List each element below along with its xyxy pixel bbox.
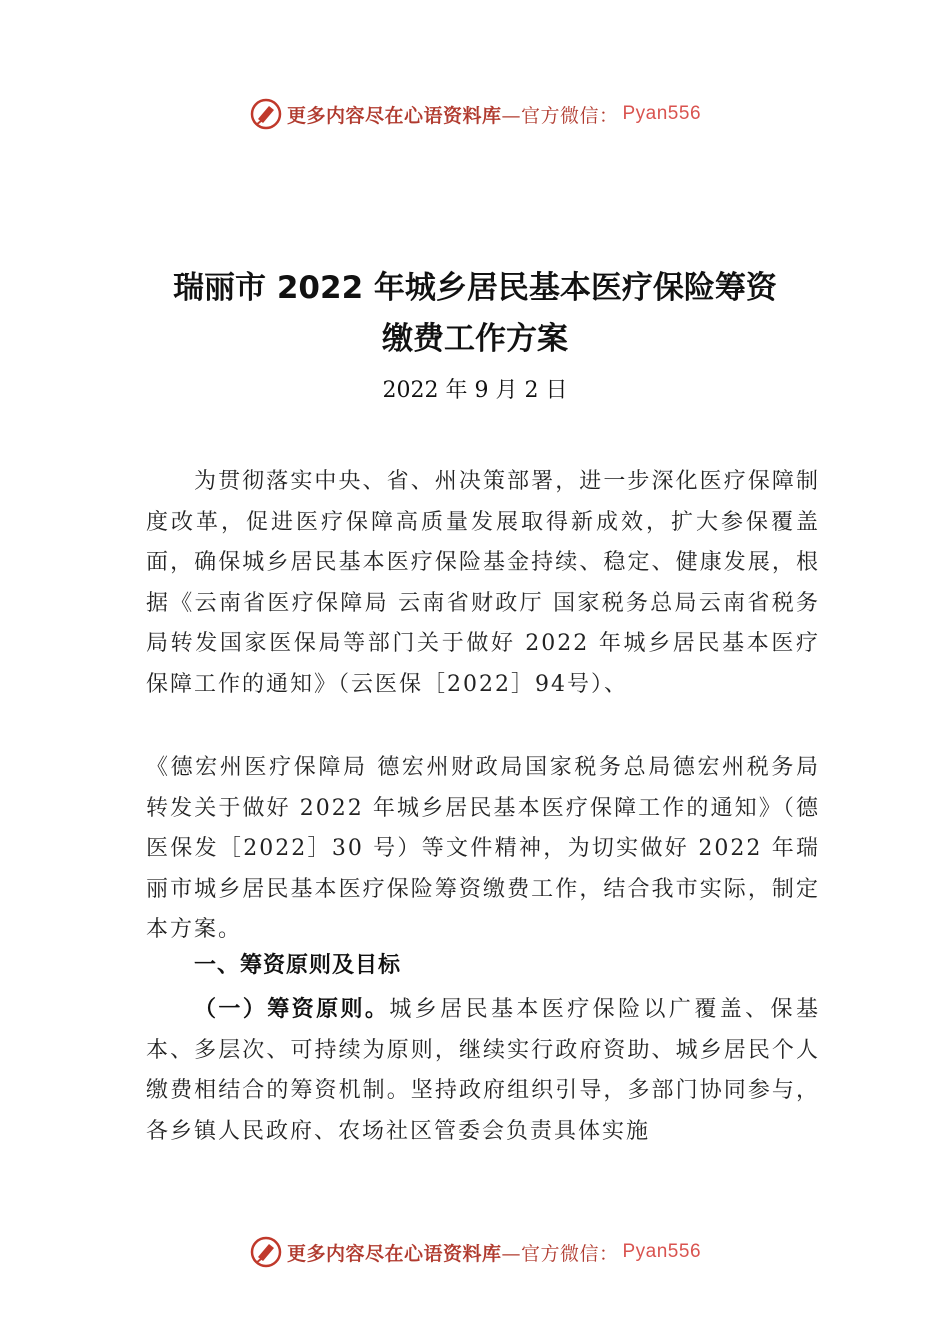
body-paragraph-2 xyxy=(146,748,820,951)
subsection-text: 城乡居民基本医疗保险以广覆盖、保基本、多层次、可持续为原则，继续实行政府资助、城乡居民个人缴费相结合的筹资机制。坚持政府组织引导，多部门协同参与，各乡镇人民政府、农场社区管委会负责具体实施 xyxy=(146,997,820,1144)
watermark-banner-bottom xyxy=(0,1232,950,1272)
watermark-logo-icon xyxy=(249,97,283,131)
watermark-text-main: 更多内容尽在心语资料库 xyxy=(286,1242,502,1265)
subsection-lead: （一）筹资原则。 xyxy=(194,997,390,1022)
watermark-text-wechat: —官方微信： xyxy=(501,104,619,127)
document-title-line1: 瑞丽市 2022 年城乡居民基本医疗保险筹资 xyxy=(173,270,777,306)
watermark-text-id: Pyan556 xyxy=(622,1241,702,1262)
paragraph-text: 为贯彻落实中央、省、州决策部署，进一步深化医疗保障制度改革，促进医疗保障高质量发展取得新成效，扩大参保覆盖面，确保城乡居民基本医疗保险基金持续、稳定、健康发展，根据《云南省医疗保障局 云南省财政厅 国家税务总局云南省税务局转发国家医保局等部门关于做好 2022 年城乡居民基本医疗保障工作的通知》（云医保［2022］94号）、 xyxy=(146,469,820,697)
watermark-text-main: 更多内容尽在心语资料库 xyxy=(286,104,502,127)
watermark-text-wechat: —官方微信： xyxy=(501,1242,619,1265)
paragraph-text: 《德宏州医疗保障局 德宏州财政局国家税务总局德宏州税务局转发关于做好 2022 年城乡居民基本医疗保障工作的通知》（德医保发［2022］30 号）等文件精神，为切实做好 2022 年瑞丽市城乡居民基本医疗保险筹资缴费工作，结合我市实际，制定本方案。 xyxy=(146,755,820,942)
watermark-logo-icon xyxy=(249,1235,283,1269)
section-heading-1: 一、筹资原则及目标 xyxy=(194,953,402,978)
body-paragraph-3 xyxy=(146,990,820,1152)
paragraph-text xyxy=(146,990,820,1152)
body-paragraph-1 xyxy=(146,462,820,705)
watermark-banner-top xyxy=(0,94,950,134)
document-title-line2: 缴费工作方案 xyxy=(382,321,568,357)
watermark-text-id: Pyan556 xyxy=(622,103,702,124)
document-date: 2022 年 9 月 2 日 xyxy=(382,378,568,403)
